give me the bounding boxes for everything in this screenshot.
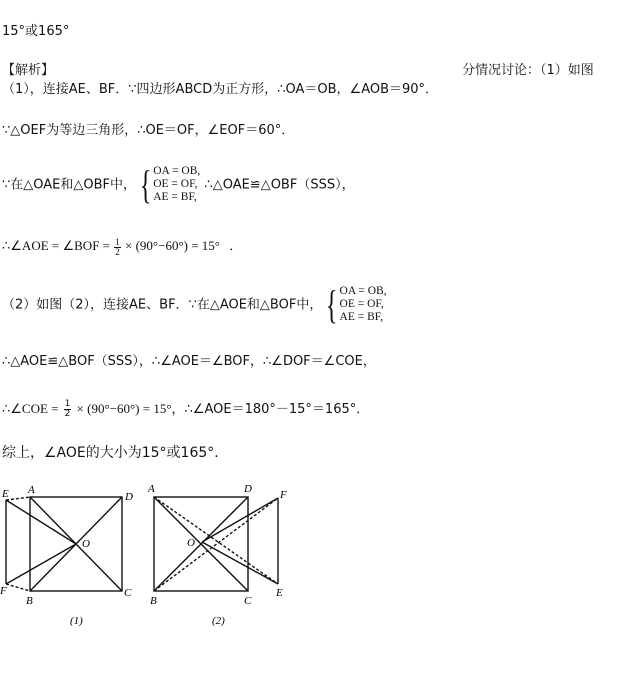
analysis-line-5-a: （2）如图（2），连接AE、BF．∵在△AOE和△BOF中， bbox=[2, 297, 323, 313]
answer-text: 15°或165° bbox=[2, 24, 70, 39]
fig2-label-e: E bbox=[276, 587, 283, 599]
analysis-line-6: ∴△AOE≌△BOF（SSS），∴∠AOE＝∠BOF，∴∠DOF＝∠COE， bbox=[2, 354, 376, 369]
fraction-half-2-den: 2 bbox=[64, 409, 71, 419]
analysis-line-2: ∵△OEF为等边三角形，∴OE＝OF，∠EOF＝60°． bbox=[2, 123, 295, 138]
fig1-label-f: F bbox=[0, 585, 7, 597]
analysis-line-7-c: ，∴∠AOE＝180°－15°＝165°． bbox=[171, 402, 370, 417]
fig2-label-a: A bbox=[148, 483, 155, 495]
fig2-side-oe bbox=[202, 542, 278, 584]
analysis-line-3-a: ∵在△OAE和△OBF中， bbox=[2, 177, 137, 193]
eq-1-row-2: OE = OF, bbox=[153, 178, 198, 190]
eq-1-row-1: OA = OB, bbox=[153, 165, 201, 177]
equation-system-2: { OA = OB, OE = OF, AE = BF, bbox=[326, 281, 387, 327]
fig2-label-d: D bbox=[244, 483, 252, 495]
fraction-half-1 bbox=[114, 238, 121, 257]
figure-2 bbox=[140, 480, 300, 630]
fig1-label-e: E bbox=[2, 488, 9, 500]
fig1-side-of bbox=[6, 544, 76, 584]
analysis-line-5 bbox=[2, 283, 387, 328]
fig2-seg-bf bbox=[154, 498, 278, 591]
analysis-line-7-a: ∴∠COE = bbox=[2, 401, 59, 416]
fig2-label-b: B bbox=[150, 595, 157, 607]
conclusion-text: 综上，∠AOE的大小为15°或165°． bbox=[2, 445, 229, 461]
analysis-line-7 bbox=[2, 397, 369, 422]
analysis-line-4-c: ． bbox=[229, 238, 243, 253]
fig1-label-a: A bbox=[28, 484, 35, 496]
fig2-seg-ae bbox=[154, 497, 278, 584]
eq-2-row-3: AE = BF, bbox=[339, 311, 384, 323]
fig2-label-f: F bbox=[280, 489, 287, 501]
fraction-half-1-den: 2 bbox=[115, 246, 120, 257]
analysis-label: 【解析】 bbox=[2, 63, 55, 78]
analysis-line-4-b: × (90°−60°) = 15° bbox=[125, 238, 220, 253]
analysis-line-3 bbox=[2, 163, 355, 208]
fig1-label-b: B bbox=[26, 595, 33, 607]
eq-2-row-2: OE = OF, bbox=[339, 298, 384, 310]
analysis-line-3-b: ∴△OAE≌△OBF（SSS）， bbox=[204, 177, 355, 193]
fig2-caption: (2) bbox=[212, 615, 225, 627]
equation-system-1: { OA = OB, OE = OF, AE = BF, bbox=[139, 161, 201, 207]
fig1-label-d: D bbox=[125, 491, 133, 503]
fig1-label-c: C bbox=[124, 587, 132, 599]
analysis-line-4 bbox=[2, 234, 242, 258]
analysis-line-7-b: × (90°−60°) = 15° bbox=[76, 401, 172, 416]
analysis-intro: 分情况讨论：（1）如图 bbox=[462, 63, 594, 78]
fraction-half-1-num: 1 bbox=[115, 236, 120, 247]
fraction-half-2 bbox=[64, 400, 72, 419]
fraction-half-2-num: 1 bbox=[64, 399, 71, 409]
fig2-label-o: O bbox=[187, 537, 195, 549]
eq-2-row-1: OA = OB, bbox=[339, 285, 387, 297]
fig1-label-o: O bbox=[82, 538, 90, 550]
fig1-side-oe bbox=[6, 500, 76, 544]
analysis-line-1: （1），连接AE、BF．∵四边形ABCD为正方形，∴OA＝OB，∠AOB＝90°． bbox=[2, 82, 439, 97]
analysis-line-4-a: ∴∠AOE = ∠BOF = bbox=[2, 238, 110, 253]
fig1-seg-ae bbox=[6, 497, 30, 500]
fig2-label-c: C bbox=[244, 595, 252, 607]
fig1-seg-bf bbox=[6, 584, 30, 591]
eq-1-row-3: AE = BF, bbox=[153, 191, 197, 203]
figure-1 bbox=[0, 480, 160, 630]
fig1-caption: (1) bbox=[70, 615, 83, 627]
